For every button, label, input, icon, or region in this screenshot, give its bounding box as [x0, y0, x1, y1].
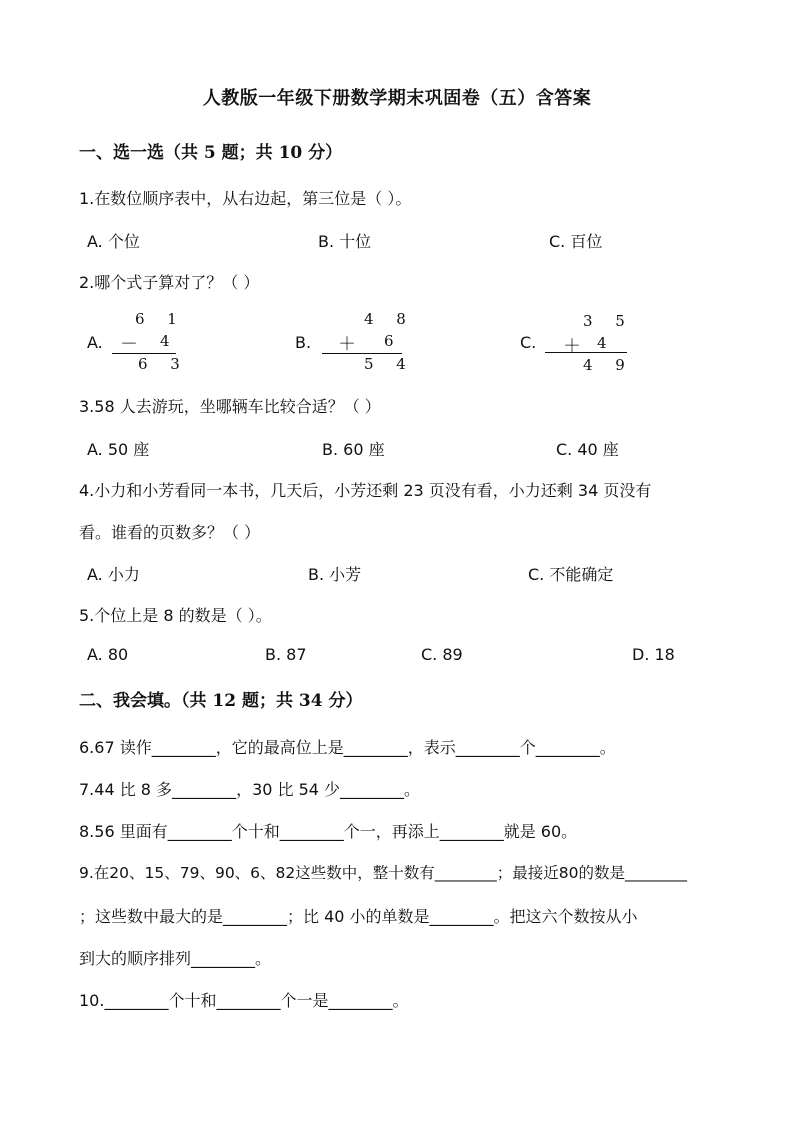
q4-option-c: C. 不能确定: [528, 565, 614, 584]
question-10: 10.________个十和________个一是________。: [79, 991, 409, 1010]
q2-option-c-label: C.: [520, 333, 537, 352]
question-8: 8.56 里面有________个十和________个一，再添上________就是 60。: [79, 822, 578, 841]
q3-option-c: C. 40 座: [556, 440, 619, 459]
q2-a-sum-line: [112, 353, 176, 354]
section-heading-choose: 一、选一选（共 5 题；共 10 分）: [79, 143, 343, 163]
q1-option-a: A. 个位: [87, 232, 140, 251]
q2-a-top-number: 6 1: [135, 310, 186, 328]
q2-option-a-label: A.: [87, 333, 103, 352]
question-9-line-2: ；这些数中最大的是________；比 40 小的单数是________。把这六个数按从小: [79, 907, 638, 926]
section-heading-fill: 二、我会填。（共 12 题；共 34 分）: [79, 691, 363, 711]
q2-option-c-equation: [543, 310, 633, 374]
q5-option-d: D. 18: [632, 645, 675, 664]
q4-option-a: A. 小力: [87, 565, 140, 584]
question-2: 2.哪个式子算对了？（ ）: [79, 273, 260, 292]
q1-option-c: C. 百位: [549, 232, 603, 251]
q2-a-result: 6 3: [138, 355, 189, 373]
q2-b-operator: ＋: [338, 334, 356, 355]
question-5: 5.个位上是 8 的数是（ ）。: [79, 606, 272, 625]
q2-c-sum-line: [545, 352, 627, 353]
q2-b-result: 5 4: [364, 355, 415, 373]
q2-b-top-number: 4 8: [364, 310, 415, 328]
q2-c-second-number: 4: [597, 334, 616, 352]
question-4-line-2: 看。谁看的页数多？（ ）: [79, 523, 261, 542]
q2-option-a-equation: [108, 310, 188, 374]
q1-option-b: B. 十位: [318, 232, 372, 251]
q2-a-operator: －: [120, 334, 138, 355]
question-7: 7.44 比 8 多________，30 比 54 少________。: [79, 780, 421, 799]
q2-c-result: 4 9: [583, 356, 634, 374]
q5-option-b: B. 87: [265, 645, 307, 664]
question-9-line-3: 到大的顺序排列________。: [79, 949, 272, 968]
page-title: 人教版一年级下册数学期末巩固卷（五）含答案: [202, 88, 592, 109]
q4-option-b: B. 小芳: [308, 565, 362, 584]
q2-option-b-label: B.: [295, 333, 312, 352]
q2-c-operator: ＋: [563, 336, 581, 357]
question-9-line-1: 9.在20、15、79、90、6、82这些数中，整十数有________；最接近80的数是________: [79, 864, 687, 882]
q2-c-top-number: 3 5: [583, 312, 634, 330]
q5-option-a: A. 80: [87, 645, 129, 664]
question-3: 3.58 人去游玩，坐哪辆车比较合适？（ ）: [79, 397, 381, 416]
q5-option-c: C. 89: [421, 645, 463, 664]
q2-b-sum-line: [322, 353, 402, 354]
question-4-line-1: 4.小力和小芳看同一本书，几天后，小芳还剩 23 页没有看，小力还剩 34 页没有: [79, 481, 652, 500]
q3-option-b: B. 60 座: [322, 440, 385, 459]
q2-option-b-equation: [318, 310, 415, 374]
q3-option-a: A. 50 座: [87, 440, 150, 459]
q2-b-second-number: 6: [384, 332, 403, 350]
question-6: 6.67 读作________，它的最高位上是________，表示________个________。: [79, 738, 616, 757]
q2-a-second-number: 4: [160, 332, 179, 350]
question-1: 1.在数位顺序表中，从右边起，第三位是（ ）。: [79, 189, 412, 208]
